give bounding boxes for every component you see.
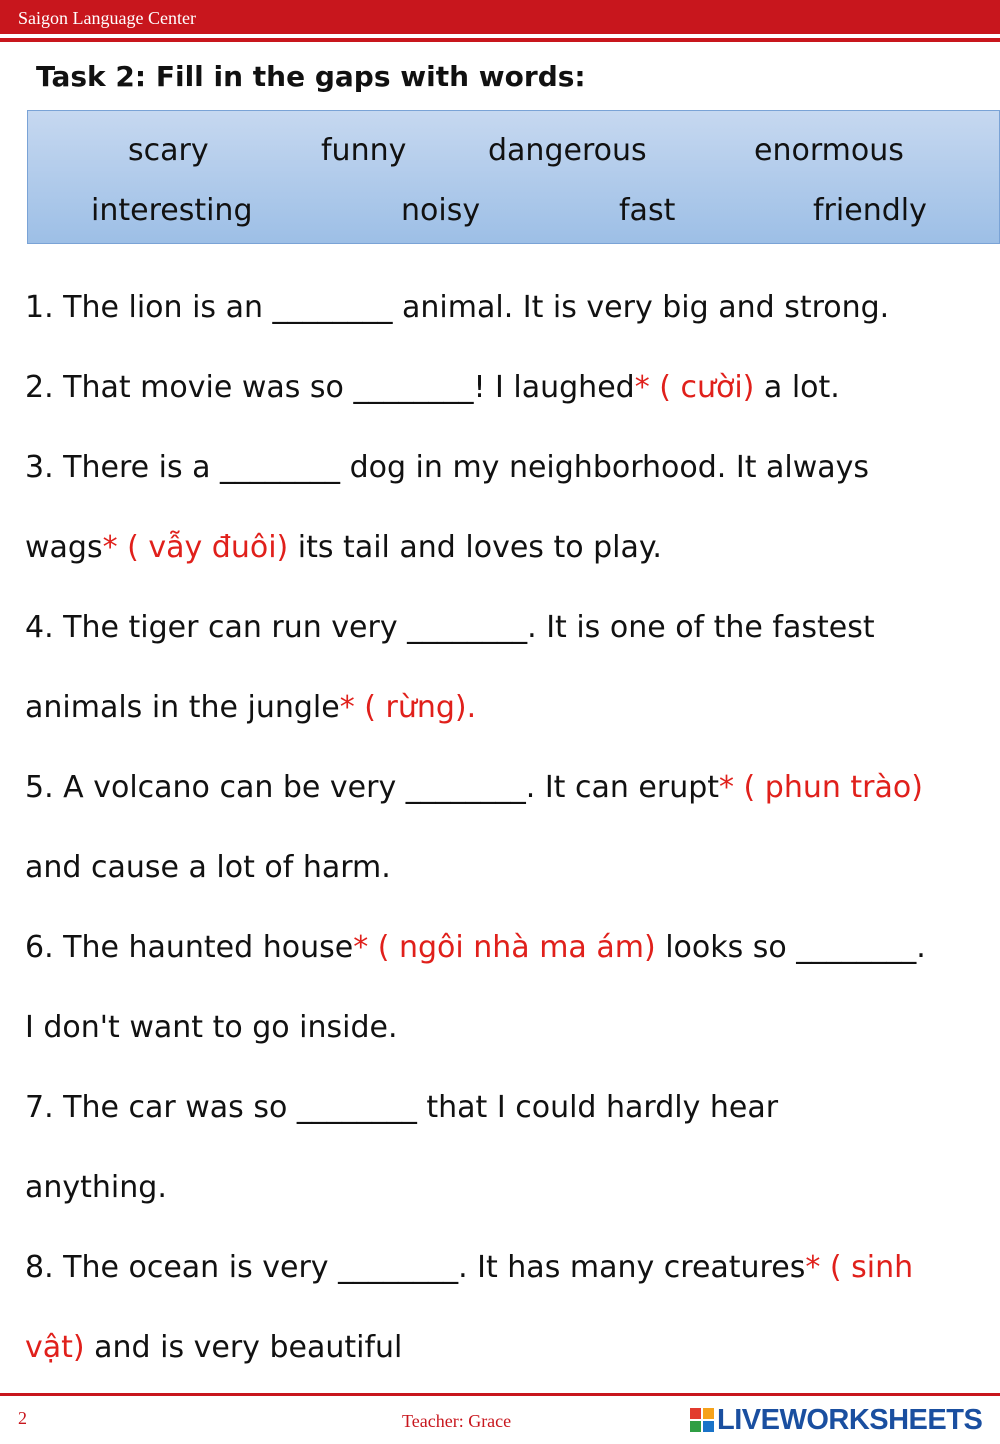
- sentence-6-line-2: [25, 1010, 398, 1045]
- sentence-text: dog in my neighborhood. It always: [340, 450, 870, 485]
- sentence-text: 3. There is a: [25, 450, 221, 485]
- sentence-5-line-2: [25, 850, 391, 885]
- sentence-text: anything.: [25, 1170, 167, 1205]
- sentence-text: and is very beautiful: [84, 1330, 403, 1365]
- translation-hint: * ( vẫy đuôi): [102, 530, 289, 565]
- sentence-text: a lot.: [754, 370, 840, 405]
- sentence-8-line-1: [25, 1250, 913, 1285]
- sentence-text: I don't want to go inside.: [25, 1010, 398, 1045]
- sentence-6-line-1: [25, 930, 926, 965]
- sentence-text: looks so: [655, 930, 797, 965]
- sentence-7-line-2: [25, 1170, 167, 1205]
- header-bar: [0, 0, 1000, 34]
- answer-blank[interactable]: ________: [220, 450, 341, 485]
- sentence-text: 6. The haunted house: [25, 930, 354, 965]
- sentence-text: . It has many creatures: [458, 1250, 806, 1285]
- answer-blank[interactable]: ________: [796, 930, 917, 965]
- sentence-4-line-2: [25, 690, 476, 725]
- answer-blank[interactable]: ________: [338, 1250, 459, 1285]
- sentence-3-line-2: [25, 530, 662, 565]
- teacher-name: Teacher: Grace: [402, 1411, 512, 1431]
- sentence-text: 8. The ocean is very: [25, 1250, 339, 1285]
- answer-blank[interactable]: ________: [272, 290, 393, 325]
- word-bank: [27, 110, 1000, 244]
- word-bank-item: enormous: [754, 133, 904, 168]
- sentence-5-line-1: [25, 770, 923, 805]
- sentence-text: 4. The tiger can run very: [25, 610, 408, 645]
- sentence-8-line-2: [25, 1330, 402, 1365]
- word-bank-item: scary: [128, 133, 209, 168]
- logo-grid-icon: [690, 1408, 714, 1432]
- word-bank-item: noisy: [401, 193, 481, 228]
- sentence-text: 5. A volcano can be very: [25, 770, 406, 805]
- translation-hint: * ( ngôi nhà ma ám): [353, 930, 656, 965]
- sentence-text: animals in the jungle: [25, 690, 340, 725]
- header-divider: [0, 38, 1000, 42]
- sentence-7-line-1: [25, 1090, 778, 1125]
- word-bank-item: friendly: [813, 193, 927, 228]
- sentence-text: .: [916, 930, 926, 965]
- sentence-text: . It is one of the fastest: [527, 610, 875, 645]
- translation-hint: * ( rừng).: [339, 690, 477, 725]
- word-bank-item: funny: [321, 133, 407, 168]
- sentence-3-line-1: [25, 450, 869, 485]
- translation-hint: vật): [25, 1330, 85, 1365]
- center-name: Saigon Language Center: [18, 8, 196, 28]
- answer-blank[interactable]: ________: [353, 370, 474, 405]
- sentence-text: 2. That movie was so: [25, 370, 354, 405]
- sentence-1-line-1: [25, 290, 889, 325]
- word-bank-item: fast: [619, 193, 676, 228]
- liveworksheets-logo: [690, 1404, 982, 1436]
- translation-hint: * ( sinh: [805, 1250, 914, 1285]
- sentence-text: and cause a lot of harm.: [25, 850, 391, 885]
- sentence-2-line-1: [25, 370, 840, 405]
- sentence-text: animal. It is very big and strong.: [392, 290, 890, 325]
- footer-divider: [0, 1393, 1000, 1396]
- sentence-text: that I could hardly hear: [416, 1090, 779, 1125]
- answer-blank[interactable]: ________: [296, 1090, 417, 1125]
- sentence-text: its tail and loves to play.: [288, 530, 662, 565]
- sentence-text: ! I laughed: [473, 370, 635, 405]
- sentence-text: 1. The lion is an: [25, 290, 273, 325]
- sentence-text: . It can erupt: [525, 770, 720, 805]
- word-bank-item: dangerous: [488, 133, 647, 168]
- logo-text: LIVEWORKSHEETS: [717, 1403, 983, 1436]
- sentence-4-line-1: [25, 610, 875, 645]
- word-bank-item: interesting: [91, 193, 253, 228]
- answer-blank[interactable]: ________: [405, 770, 526, 805]
- translation-hint: * ( phun trào): [719, 770, 923, 805]
- task-title: Task 2: Fill in the gaps with words:: [36, 60, 586, 93]
- sentence-text: 7. The car was so: [25, 1090, 297, 1125]
- answer-blank[interactable]: ________: [407, 610, 528, 645]
- page-number: 2: [18, 1408, 27, 1428]
- translation-hint: * ( cười): [634, 370, 755, 405]
- sentence-text: wags: [25, 530, 103, 565]
